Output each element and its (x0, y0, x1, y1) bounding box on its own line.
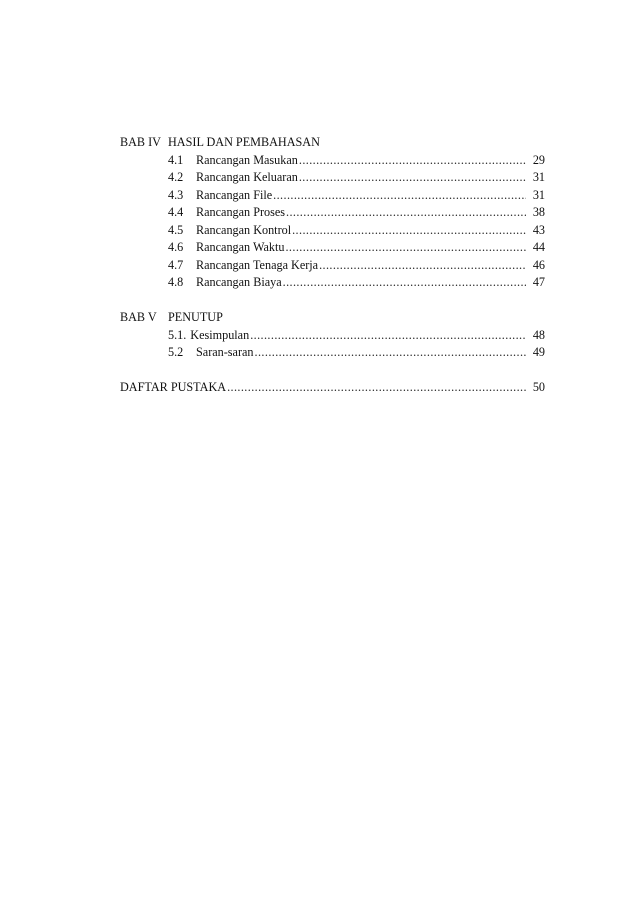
entry-title: Rancangan Keluaran (196, 170, 298, 184)
toc-entry (120, 187, 545, 205)
entry-page-number: 43 (532, 222, 545, 237)
entry-page-number: 50 (532, 380, 545, 394)
toc-entry (120, 152, 545, 170)
entry-number: 4.1 (168, 152, 184, 167)
entry-number: 5.1. (168, 327, 187, 342)
toc-entry (120, 274, 545, 292)
chapter-title: PENUTUP (168, 310, 223, 324)
entry-title: Rancangan Waktu (196, 240, 285, 254)
toc-entry (120, 239, 545, 257)
entry-title: Saran-saran (196, 345, 254, 359)
entry-title: Rancangan Proses (196, 205, 286, 219)
entry-page-number: 38 (532, 205, 545, 219)
toc-entry (120, 204, 545, 222)
entry-title: Rancangan Masukan (196, 152, 298, 167)
entry-page-number: 49 (532, 345, 545, 359)
section-spacer (120, 292, 545, 310)
dot-leader (250, 327, 526, 345)
chapter-label: BAB V (120, 310, 157, 324)
entry-number: 4.7 (168, 257, 184, 272)
toc-entry (120, 327, 545, 345)
entry-title: Rancangan File (196, 187, 273, 202)
entry-page-number: 31 (532, 170, 545, 184)
section-spacer (120, 362, 545, 380)
toc-entry (120, 222, 545, 240)
entry-title: Rancangan Kontrol (196, 222, 292, 237)
dot-leader (255, 344, 526, 362)
dot-leader (283, 274, 526, 292)
dot-leader (319, 257, 526, 275)
dot-leader (285, 239, 526, 257)
entry-page-number: 29 (532, 152, 545, 167)
entry-page-number: 47 (532, 275, 545, 289)
chapter-title: HASIL DAN PEMBAHASAN (168, 135, 320, 149)
entry-title: Kesimpulan (190, 327, 250, 342)
dot-leader (299, 152, 526, 170)
table-of-contents (120, 134, 545, 397)
entry-title: Rancangan Biaya (196, 275, 282, 289)
chapter-heading-bab-iv (120, 134, 545, 152)
dot-leader (299, 169, 526, 187)
toc-entry-bibliography (120, 379, 545, 397)
dot-leader (227, 379, 526, 397)
entry-number: 4.6 (168, 240, 184, 254)
entry-number: 4.3 (168, 187, 184, 202)
entry-number: 4.2 (168, 170, 184, 184)
entry-page-number: 46 (532, 257, 545, 272)
dot-leader (273, 187, 526, 205)
chapter-label: BAB IV (120, 135, 161, 149)
entry-number: 4.4 (168, 205, 184, 219)
toc-entry (120, 169, 545, 187)
entry-title: Rancangan Tenaga Kerja (196, 257, 319, 272)
dot-leader (286, 204, 526, 222)
entry-number: 4.5 (168, 222, 184, 237)
toc-entry (120, 257, 545, 275)
entry-page-number: 48 (532, 327, 545, 342)
chapter-heading-bab-v (120, 309, 545, 327)
entry-page-number: 44 (532, 240, 545, 254)
dot-leader (292, 222, 526, 240)
bibliography-title: DAFTAR PUSTAKA (120, 380, 227, 394)
entry-page-number: 31 (532, 187, 545, 202)
toc-entry (120, 344, 545, 362)
entry-number: 5.2 (168, 345, 184, 359)
entry-number: 4.8 (168, 275, 184, 289)
